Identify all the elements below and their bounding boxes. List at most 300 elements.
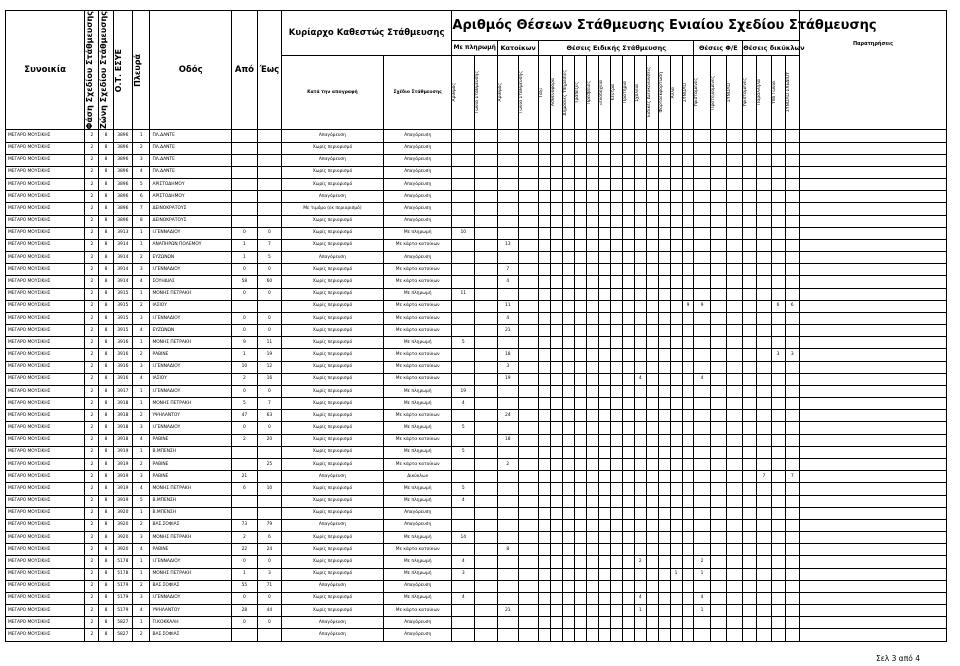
table-cell (551, 385, 563, 397)
table-cell: Χωρίς περιορισμό (281, 227, 383, 239)
table-cell (634, 385, 646, 397)
table-cell (518, 410, 539, 422)
table-cell (551, 507, 563, 519)
table-cell (710, 325, 726, 337)
table-cell (563, 605, 575, 617)
table-cell (757, 130, 771, 142)
table-cell (518, 179, 539, 191)
table-cell (694, 385, 710, 397)
parking-plan-table (5, 10, 947, 642)
table-cell (231, 179, 257, 191)
table-cell (575, 446, 587, 458)
table-cell (658, 556, 670, 568)
table-cell: 2 (85, 130, 99, 142)
sub-eidikis-1: Ασθενοφόρα (551, 55, 563, 130)
table-cell: Απαγόρευση (383, 191, 451, 203)
table-cell: Με πληρωμή (383, 446, 451, 458)
table-cell: 7 (785, 471, 799, 483)
table-cell (757, 166, 771, 178)
table-cell (622, 446, 634, 458)
table-cell (727, 203, 743, 215)
table-cell (646, 446, 658, 458)
table-cell (743, 605, 757, 617)
table-cell (518, 422, 539, 434)
table-cell: 8 (99, 519, 113, 531)
group-fe: Θέσεις Φ/Ε (694, 41, 743, 55)
table-cell: Ι.ΓΕΝΝΑΔΙΟΥ (150, 227, 231, 239)
table-cell: 3915 (113, 300, 133, 312)
col-odos: Οδός (150, 11, 231, 130)
table-cell (646, 568, 658, 580)
table-cell (598, 398, 610, 410)
table-cell (518, 276, 539, 288)
table-cell: 2 (85, 252, 99, 264)
table-cell (646, 166, 658, 178)
table-cell: 2 (133, 349, 150, 361)
table-cell (646, 154, 658, 166)
table-cell (563, 191, 575, 203)
table-cell: Απαγόρευση (281, 130, 383, 142)
table-cell (475, 385, 498, 397)
table-cell (682, 544, 694, 556)
table-cell: ΜΕΓΑΡΟ ΜΟΥΣΙΚΗΣ (6, 227, 85, 239)
table-cell (727, 325, 743, 337)
table-cell (646, 276, 658, 288)
table-row (6, 483, 947, 495)
table-cell: 5 (257, 252, 281, 264)
table-cell (800, 592, 947, 604)
table-cell (771, 215, 785, 227)
table-cell (682, 191, 694, 203)
table-cell (475, 605, 498, 617)
table-cell (231, 300, 257, 312)
table-cell (670, 130, 682, 142)
table-cell (800, 519, 947, 531)
table-cell: Χωρίς περιορισμό (281, 179, 383, 191)
table-cell (622, 629, 634, 641)
table-cell (710, 349, 726, 361)
table-cell (682, 203, 694, 215)
table-cell (694, 483, 710, 495)
table-cell: 2 (85, 203, 99, 215)
table-cell (658, 349, 670, 361)
table-cell: 21 (498, 605, 519, 617)
table-cell (710, 446, 726, 458)
table-cell (634, 471, 646, 483)
table-cell (743, 446, 757, 458)
sub-dikyklwn-0: Υφιστάμενες (743, 55, 757, 130)
table-row (6, 629, 947, 641)
table-cell (518, 215, 539, 227)
table-row (6, 166, 947, 178)
table-cell: Χωρίς περιορισμό (281, 264, 383, 276)
table-cell (518, 617, 539, 629)
table-cell: Ι.ΓΕΝΝΑΔΙΟΥ (150, 556, 231, 568)
table-cell (551, 446, 563, 458)
table-cell (475, 507, 498, 519)
table-row (6, 605, 947, 617)
table-cell (771, 264, 785, 276)
table-cell (634, 337, 646, 349)
table-cell: 0 (257, 227, 281, 239)
table-cell: Με πληρωμή (383, 385, 451, 397)
table-cell (563, 507, 575, 519)
table-cell (551, 361, 563, 373)
table-cell: 3 (785, 349, 799, 361)
table-cell (231, 459, 257, 471)
table-cell (710, 252, 726, 264)
table-cell (622, 191, 634, 203)
table-cell (610, 532, 622, 544)
table-cell: Με κάρτα κατοίκων (383, 410, 451, 422)
table-cell (694, 459, 710, 471)
table-cell (575, 398, 587, 410)
table-cell (646, 349, 658, 361)
table-cell: 8 (99, 471, 113, 483)
table-cell (610, 629, 622, 641)
table-cell (757, 191, 771, 203)
table-cell (771, 410, 785, 422)
table-cell (785, 556, 799, 568)
table-cell (658, 373, 670, 385)
table-cell (785, 142, 799, 154)
table-cell (743, 252, 757, 264)
table-cell (518, 227, 539, 239)
table-cell: 1 (694, 605, 710, 617)
table-cell: ΜΟΝΗΣ ΠΕΤΡΑΚΗ (150, 398, 231, 410)
table-cell (727, 398, 743, 410)
table-cell (757, 446, 771, 458)
table-cell (475, 142, 498, 154)
table-cell (563, 410, 575, 422)
table-cell: Με κάρτα κατοίκων (383, 361, 451, 373)
table-cell (475, 495, 498, 507)
table-cell: ΜΕΓΑΡΟ ΜΟΥΣΙΚΗΣ (6, 629, 85, 641)
table-cell (727, 142, 743, 154)
table-cell: 8 (99, 398, 113, 410)
table-cell (475, 373, 498, 385)
table-row (6, 191, 947, 203)
table-cell (757, 592, 771, 604)
table-cell (694, 252, 710, 264)
table-cell: 0 (231, 556, 257, 568)
table-cell (610, 239, 622, 251)
table-cell (257, 215, 281, 227)
table-cell (743, 337, 757, 349)
table-cell (587, 179, 599, 191)
col-synoikia: Συνοικία (6, 11, 85, 130)
table-cell (475, 312, 498, 324)
table-cell (658, 325, 670, 337)
table-cell: 3913 (113, 227, 133, 239)
table-cell (710, 556, 726, 568)
table-cell: 3 (133, 264, 150, 276)
table-cell (598, 325, 610, 337)
table-cell: 4 (133, 434, 150, 446)
table-cell (598, 592, 610, 604)
table-cell (575, 264, 587, 276)
table-cell (498, 471, 519, 483)
table-cell (563, 325, 575, 337)
table-cell: Απαγόρευση (383, 203, 451, 215)
table-cell (498, 446, 519, 458)
table-cell (800, 446, 947, 458)
table-cell (498, 580, 519, 592)
table-row (6, 276, 947, 288)
table-cell (634, 544, 646, 556)
table-cell: 8 (99, 532, 113, 544)
table-cell: Απαγόρευση (281, 154, 383, 166)
table-cell (539, 349, 551, 361)
table-cell (539, 592, 551, 604)
table-cell (771, 337, 785, 349)
table-cell (518, 166, 539, 178)
table-cell (727, 276, 743, 288)
table-cell: 3896 (113, 130, 133, 142)
table-cell (682, 276, 694, 288)
table-cell (694, 264, 710, 276)
table-cell (539, 483, 551, 495)
table-cell (727, 312, 743, 324)
table-cell (257, 130, 281, 142)
table-cell (518, 349, 539, 361)
table-cell: 1 (634, 605, 646, 617)
table-cell (800, 605, 947, 617)
table-cell (757, 312, 771, 324)
table-cell (634, 276, 646, 288)
table-cell (785, 385, 799, 397)
table-cell (622, 361, 634, 373)
table-cell: Με πληρωμή (383, 483, 451, 495)
table-cell (475, 227, 498, 239)
table-cell: 5 (452, 483, 475, 495)
table-cell (771, 495, 785, 507)
table-cell (710, 385, 726, 397)
table-cell (575, 592, 587, 604)
table-cell (658, 434, 670, 446)
table-cell (575, 434, 587, 446)
table-cell (771, 532, 785, 544)
table-cell: 8 (99, 215, 113, 227)
table-cell (598, 544, 610, 556)
table-cell (727, 629, 743, 641)
table-cell (575, 361, 587, 373)
table-cell (587, 166, 599, 178)
table-cell (771, 580, 785, 592)
table-cell (743, 544, 757, 556)
table-cell (551, 203, 563, 215)
table-cell (575, 179, 587, 191)
table-cell (743, 239, 757, 251)
col-ot: Ο.Τ. ΕΣΥΕ (113, 11, 133, 130)
table-cell (658, 361, 670, 373)
table-cell (800, 252, 947, 264)
table-cell: 8 (99, 385, 113, 397)
table-cell (622, 434, 634, 446)
table-cell (771, 422, 785, 434)
table-cell: 10 (231, 361, 257, 373)
table-cell (743, 434, 757, 446)
table-cell (658, 130, 670, 142)
table-row (6, 325, 947, 337)
table-cell (539, 446, 551, 458)
table-cell (658, 410, 670, 422)
sub-sxedio: Σχέδιο Στάθμευσης (383, 55, 451, 130)
table-cell (658, 629, 670, 641)
table-cell: 3896 (113, 203, 133, 215)
table-cell (727, 191, 743, 203)
table-cell (598, 532, 610, 544)
table-cell: 2 (85, 361, 99, 373)
table-cell (231, 142, 257, 154)
table-cell (610, 276, 622, 288)
table-cell (800, 532, 947, 544)
table-cell (475, 288, 498, 300)
col-eos: Έως (257, 11, 281, 130)
table-cell (551, 312, 563, 324)
table-cell (587, 617, 599, 629)
table-cell (670, 312, 682, 324)
table-cell (575, 519, 587, 531)
table-cell: 2 (85, 410, 99, 422)
table-cell: 4 (498, 276, 519, 288)
table-cell: Απαγόρευση (281, 629, 383, 641)
table-cell (563, 179, 575, 191)
table-cell (518, 203, 539, 215)
table-cell (771, 629, 785, 641)
table-cell (670, 629, 682, 641)
table-cell: ΒΑΣ.ΣΟΦΙΑΣ (150, 519, 231, 531)
sub-me-plirwmi-1: Γωνία Στάθμευσης (475, 55, 498, 130)
table-cell: 1 (133, 617, 150, 629)
table-cell: 8 (99, 556, 113, 568)
table-cell (231, 130, 257, 142)
table-cell (634, 349, 646, 361)
table-cell: ΜΕΓΑΡΟ ΜΟΥΣΙΚΗΣ (6, 130, 85, 142)
table-cell (771, 166, 785, 178)
table-cell: ΑΡΙΣΤΟΔΗΜΟΥ (150, 179, 231, 191)
table-cell (771, 227, 785, 239)
table-row (6, 459, 947, 471)
table-cell (634, 154, 646, 166)
table-cell (646, 325, 658, 337)
table-cell (475, 264, 498, 276)
table-cell: 2 (85, 459, 99, 471)
table-cell: 4 (452, 556, 475, 568)
table-cell (551, 629, 563, 641)
table-cell (575, 495, 587, 507)
table-cell (710, 592, 726, 604)
table-cell (670, 459, 682, 471)
table-cell (587, 544, 599, 556)
table-cell (539, 191, 551, 203)
table-cell (658, 483, 670, 495)
table-cell (518, 544, 539, 556)
table-cell: Χωρίς περιορισμό (281, 361, 383, 373)
table-cell (757, 398, 771, 410)
table-cell (710, 483, 726, 495)
table-cell: 2 (133, 580, 150, 592)
table-cell: 5 (133, 179, 150, 191)
table-cell (518, 605, 539, 617)
table-row (6, 422, 947, 434)
table-cell: 2 (133, 142, 150, 154)
page-number: Σελ 3 από 4 (876, 654, 920, 663)
table-cell: Απαγόρευση (281, 471, 383, 483)
table-cell (800, 568, 947, 580)
table-cell (498, 154, 519, 166)
table-cell (551, 459, 563, 471)
table-cell: 3918 (113, 434, 133, 446)
table-cell (539, 276, 551, 288)
table-cell (475, 544, 498, 556)
table-cell (498, 568, 519, 580)
table-cell: 8 (99, 446, 113, 458)
table-cell (539, 507, 551, 519)
table-cell: 3 (498, 361, 519, 373)
table-cell (539, 325, 551, 337)
table-cell (587, 130, 599, 142)
table-cell (670, 617, 682, 629)
table-cell (498, 215, 519, 227)
table-cell (694, 325, 710, 337)
table-cell: 8 (498, 544, 519, 556)
table-cell (710, 410, 726, 422)
table-cell (670, 605, 682, 617)
table-cell (551, 130, 563, 142)
table-cell: Χωρίς περιορισμό (281, 459, 383, 471)
table-cell (646, 556, 658, 568)
table-cell (598, 191, 610, 203)
table-cell (727, 434, 743, 446)
table-cell: 7 (257, 398, 281, 410)
table-cell (622, 422, 634, 434)
table-cell (658, 592, 670, 604)
table-cell: 2 (231, 373, 257, 385)
table-cell (785, 215, 799, 227)
table-cell (743, 459, 757, 471)
table-cell (518, 483, 539, 495)
table-cell (598, 373, 610, 385)
table-cell (771, 605, 785, 617)
table-cell (727, 385, 743, 397)
table-cell (658, 179, 670, 191)
table-cell (757, 349, 771, 361)
table-cell (231, 495, 257, 507)
table-cell (727, 361, 743, 373)
table-cell: 8 (99, 410, 113, 422)
table-cell: 0 (231, 264, 257, 276)
table-cell: ΜΕΓΑΡΟ ΜΟΥΣΙΚΗΣ (6, 605, 85, 617)
table-cell (610, 349, 622, 361)
table-cell (694, 166, 710, 178)
table-cell (771, 385, 785, 397)
table-cell (771, 191, 785, 203)
sub-me-plirwmi-0: Αριθμός (452, 55, 475, 130)
table-cell (610, 556, 622, 568)
table-cell (771, 568, 785, 580)
table-cell: 0 (257, 422, 281, 434)
table-cell (622, 556, 634, 568)
table-cell (257, 495, 281, 507)
table-cell (757, 215, 771, 227)
table-cell: ΕΥΖΩΝΩΝ (150, 325, 231, 337)
table-cell: 8 (99, 544, 113, 556)
table-cell (610, 130, 622, 142)
table-cell (634, 312, 646, 324)
table-cell (598, 410, 610, 422)
table-cell (563, 519, 575, 531)
